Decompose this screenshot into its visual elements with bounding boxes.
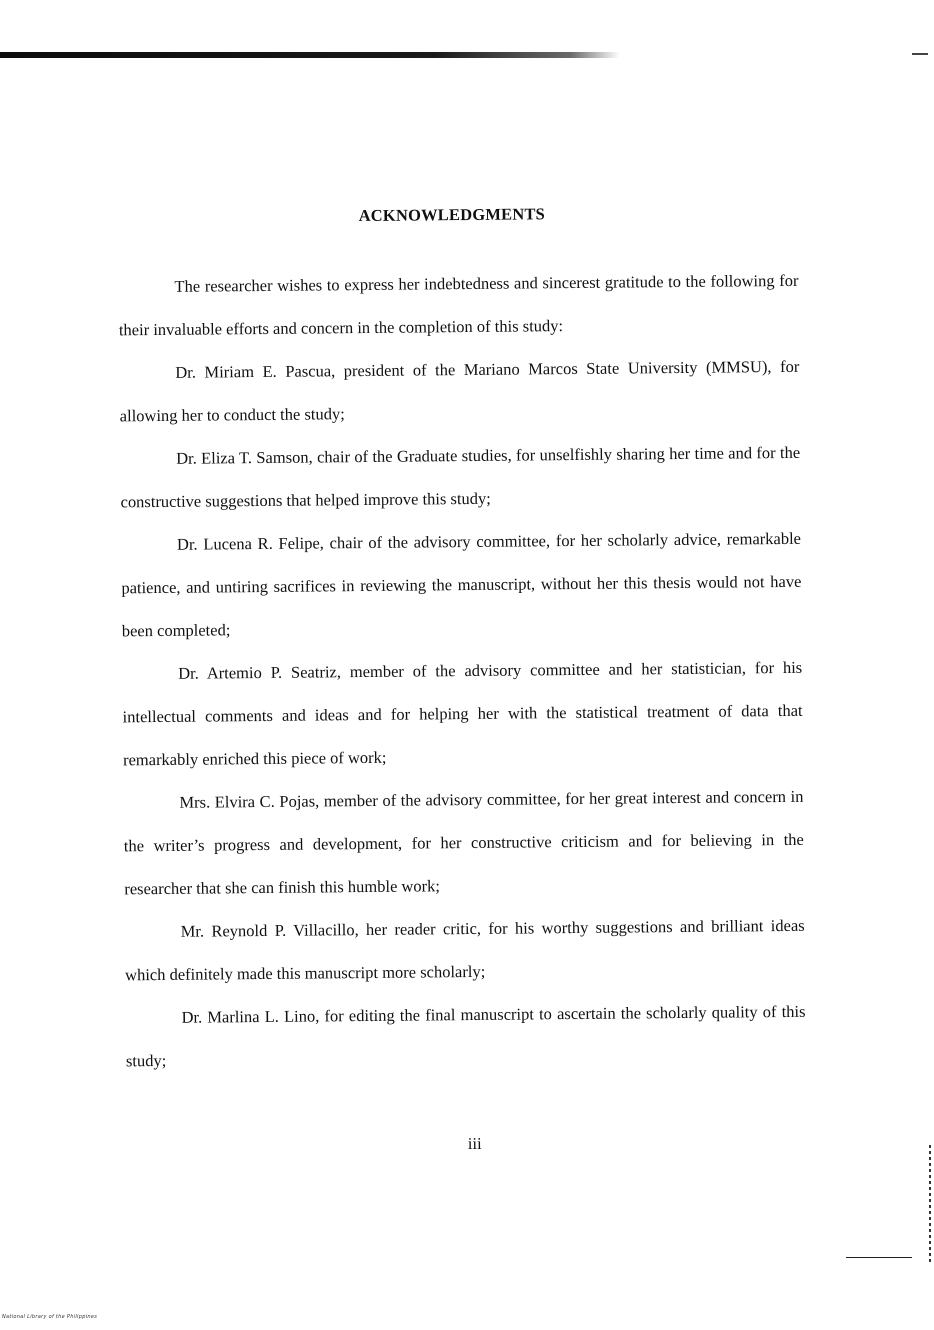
library-stamp: National Library of the Philippines xyxy=(2,1314,98,1320)
acknowledgment-villacillo: Mr. Reynold P. Villacillo, her reader critic, for his worthy suggestions and brilliant ideas which definitely made this manuscript more scholarly; xyxy=(125,915,805,985)
scan-edge-line xyxy=(846,1257,912,1258)
acknowledgment-seatriz: Dr. Artemio P. Seatriz, member of the advisory committee and her statistician, for his intellectual comments and ideas and for helping her with the statistical treatment of data that remarkably enriched this piece of work; xyxy=(122,657,803,770)
acknowledgment-samson: Dr. Eliza T. Samson, chair of the Graduate studies, for unselfishly sharing her time and for the constructive suggestions that helped improve this study; xyxy=(120,442,801,512)
acknowledgment-body xyxy=(118,259,806,1082)
scan-edge-dots xyxy=(929,1145,931,1265)
page-heading: ACKNOWLEDGMENTS xyxy=(358,204,546,226)
acknowledgment-pascua: Dr. Miriam E. Pascua, president of the Mariano Marcos State University (MMSU), for allowing her to conduct the study; xyxy=(119,356,800,426)
acknowledgment-lino: Dr. Marlina L. Lino, for editing the final manuscript to ascertain the scholarly quality of this study; xyxy=(125,1001,806,1071)
page-number: iii xyxy=(467,1133,482,1154)
acknowledgment-felipe: Dr. Lucena R. Felipe, chair of the advisory committee, for her scholarly advice, remarkable patience, and untiring sacrifices in reviewing the manuscript, without her this thesis would not have been completed; xyxy=(121,528,802,641)
acknowledgment-pojas: Mrs. Elvira C. Pojas, member of the advisory committee, for her great interest and concern in the writer’s progress and development, for her constructive criticism and for believing in the researcher that she can finish this humble work; xyxy=(123,786,804,899)
intro-paragraph: The researcher wishes to express her indebtedness and sincerest gratitude to the following for their invaluable efforts and concern in the completion of this study: xyxy=(118,270,799,340)
